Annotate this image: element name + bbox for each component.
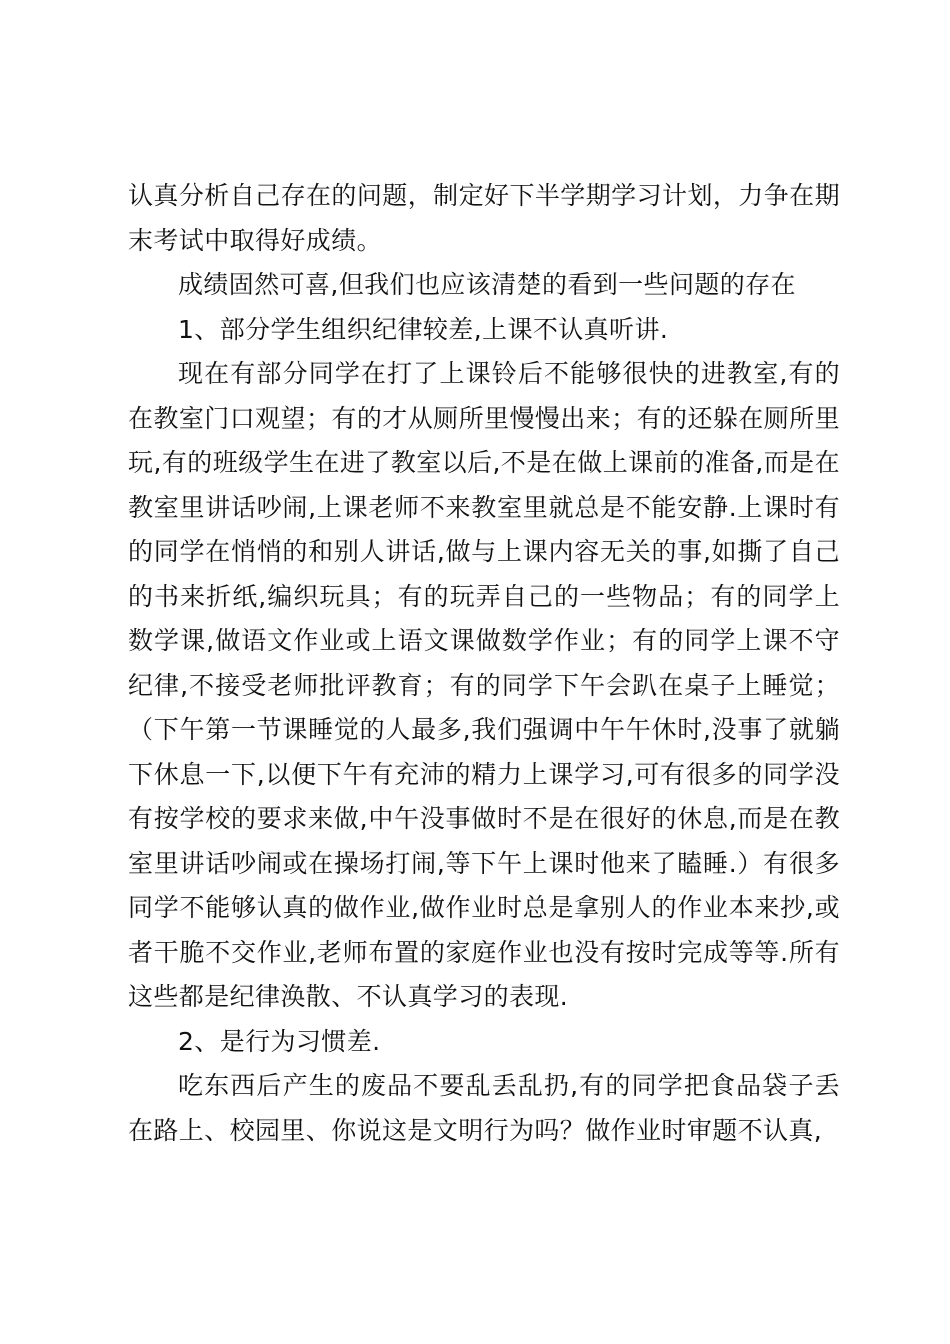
paragraph-continuation: 认真分析自己存在的问题，制定好下半学期学习计划，力争在期末考试中取得好成绩。	[128, 181, 840, 255]
paragraph-intro: 成绩固然可喜,但我们也应该清楚的看到一些问题的存在	[178, 270, 796, 299]
paragraph-habits: 吃东西后产生的废品不要乱丢乱扔,有的同学把食品袋子丢在路上、校园里、你说这是文明行为吗？做作业时审题不认真,	[128, 1071, 840, 1145]
heading-point-1: 1、部分学生组织纪律较差,上课不认真听讲.	[178, 314, 669, 344]
document-body	[128, 174, 840, 1153]
heading-point-2: 2、是行为习惯差.	[178, 1026, 381, 1056]
paragraph-discipline: 现在有部分同学在打了上课铃后不能够很快的进教室,有的在教室门口观望；有的才从厕所里慢慢出来；有的还躲在厕所里玩,有的班级学生在进了教室以后,不是在做上课前的准备,而是在教室里讲话吵闹,上课老师不来教室里就总是不能安静.上课时有的同学在悄悄的和别人讲话,做与上课内容无关的事,如撕了自己的书来折纸,编织玩具；有的玩弄自己的一些物品；有的同学上数学课,做语文作业或上语文课做数学作业；有的同学上课不守纪律,不接受老师批评教育；有的同学下午会趴在桌子上睡觉；（下午第一节课睡觉的人最多,我们强调中午午休时,没事了就躺下休息一下,以便下午有充沛的精力上课学习,可有很多的同学没有按学校的要求来做,中午没事做时不是在很好的休息,而是在教室里讲话吵闹或在操场打闹,等下午上课时他来了瞌睡.）有很多同学不能够认真的做作业,做作业时总是拿别人的作业本来抄,或者干脆不交作业,老师布置的家庭作业也没有按时完成等等.所有这些都是纪律涣散、不认真学习的表现.	[128, 359, 840, 1011]
